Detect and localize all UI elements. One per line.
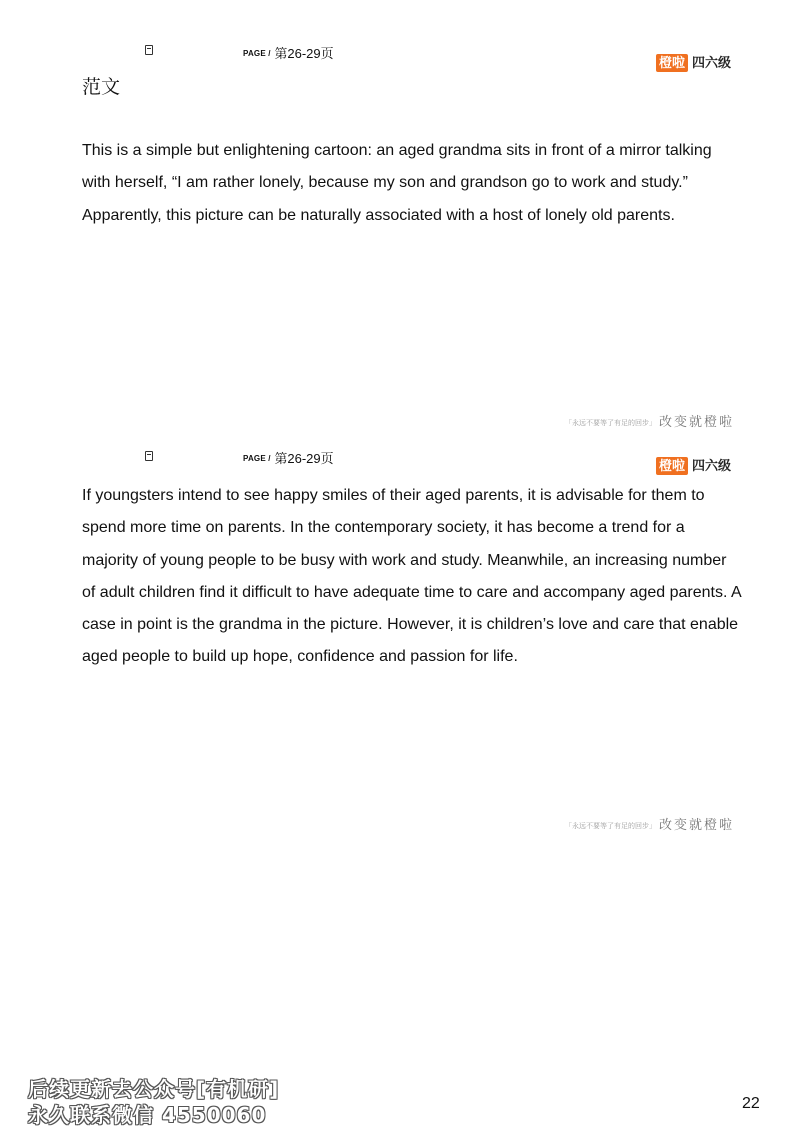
- brand-badge: 橙啦: [656, 457, 688, 475]
- page-range: 第26-29页: [274, 451, 334, 466]
- page-reference: [243, 448, 334, 467]
- footer-small-text: 「永远不要等了有足的回步」: [564, 420, 656, 427]
- page-number: 22: [742, 1095, 760, 1112]
- page-range: 第26-29页: [274, 46, 334, 61]
- footer-slogan: [540, 411, 734, 431]
- page-prefix: PAGE /: [243, 49, 271, 58]
- watermark-line-1: 后续更新去公众号[有机研]: [28, 1077, 280, 1101]
- document-icon: [145, 45, 153, 55]
- footer-slogan-text: 改变就橙啦: [658, 414, 734, 429]
- document-section-2: [0, 440, 800, 840]
- brand-logo: [656, 457, 731, 475]
- footer-small-text: 「永远不要等了有足的回步」: [564, 823, 656, 830]
- section-heading: 范文: [82, 77, 121, 98]
- document-section-1: [0, 0, 800, 430]
- footer-slogan-text: 改变就橙啦: [658, 817, 734, 832]
- brand-badge: 橙啦: [656, 54, 688, 72]
- watermark: [28, 1076, 313, 1128]
- brand-logo: [656, 54, 731, 72]
- brand-grade: 四六级: [692, 55, 732, 70]
- page-prefix: PAGE /: [243, 454, 271, 463]
- page-reference: [243, 43, 334, 62]
- essay-paragraph: This is a simple but enlightening cartoon: an aged grandma sits in front of a mirror talking with herself, “I am rather lonely, because my son and grandson go to work and study.” Apparently, this picture can be naturally associated with a host of lonely old parents.: [82, 142, 712, 224]
- watermark-line-2: 永久联系微信 4550060: [28, 1103, 267, 1127]
- document-icon: [145, 451, 153, 461]
- footer-slogan: [540, 814, 734, 834]
- brand-grade: 四六级: [692, 458, 732, 473]
- essay-paragraph: If youngsters intend to see happy smiles of their aged parents, it is advisable for them to spend more time on parents. In the contemporary society, it has become a trend for a majority of young people to be busy with work and study. Meanwhile, an increasing number of adult children find it difficult to have adequate time to care and accompany aged parents. A case in point is the grandma in the picture. However, it is children’s love and care that enable aged people to build up hope, confidence and passion for life.: [82, 487, 741, 666]
